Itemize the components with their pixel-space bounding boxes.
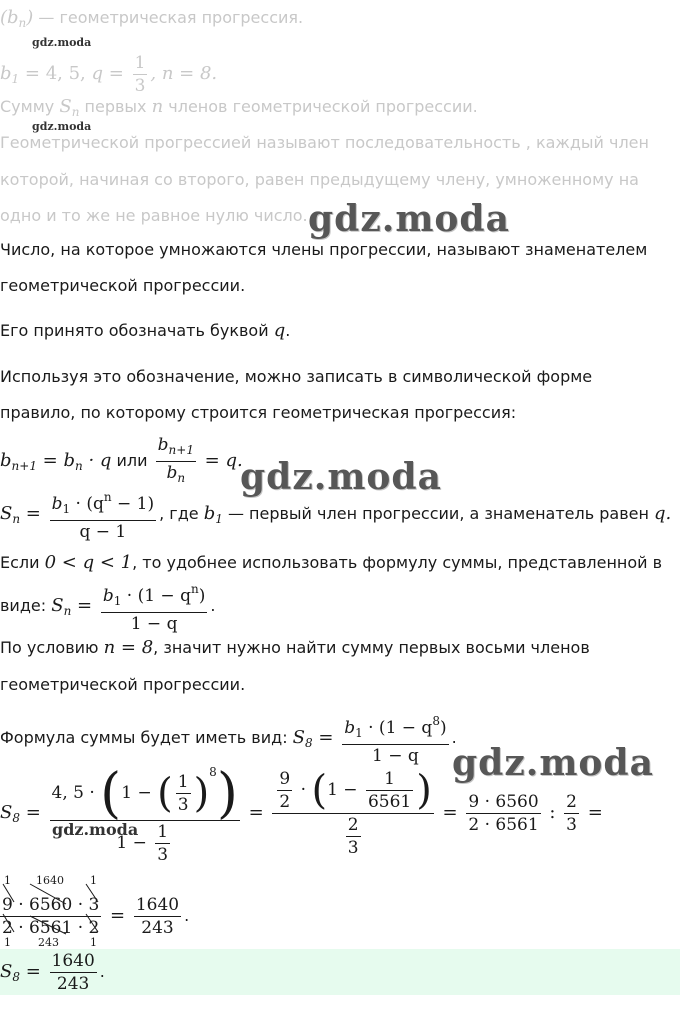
watermark-big: gdz.moda — [308, 198, 510, 240]
calc-fraction — [50, 761, 240, 867]
sn-b1: b — [203, 503, 216, 524]
notation-pre: Его принято обозначать буквой — [0, 321, 274, 340]
strike-2b — [86, 914, 98, 932]
step2-num9: 9 — [279, 769, 291, 789]
alt-num-sup: n — [190, 582, 199, 596]
step2-one-minus: 1 − — [327, 780, 363, 800]
cond-q-den: 3 — [134, 76, 146, 96]
cond-b: b — [0, 63, 12, 84]
sn-s-sub: n — [12, 512, 21, 526]
watermark-big-3: gdz.moda — [452, 742, 654, 784]
ineq: 0 < q < 1 — [44, 552, 133, 573]
rec-rhs-sub: n — [75, 459, 83, 473]
watermark-small-2: gdz.moda — [32, 120, 92, 133]
cond-b-sub: 1 — [11, 72, 20, 86]
step2-nine-halves — [277, 768, 292, 813]
sum-formula — [0, 486, 671, 544]
rule-line-1: Используя это обозначение, можно записать в символической форме — [0, 367, 593, 386]
cond-q-num: 1 — [134, 53, 146, 73]
step2-inner-num: 1 — [366, 768, 413, 791]
alt-num-end: ) — [198, 586, 206, 606]
cancel-top-1b: 1 — [90, 874, 97, 887]
rec-eq-q: = q. — [198, 450, 243, 471]
given-sequence — [0, 8, 303, 33]
final-s-sub: 8 — [12, 970, 20, 984]
strike-6560 — [30, 884, 66, 904]
s8-num-sup: 8 — [432, 714, 440, 728]
alt-formula-line — [0, 578, 215, 636]
final-answer — [0, 946, 105, 995]
final-fraction — [50, 950, 97, 995]
strike-6561 — [30, 916, 66, 934]
if-post: , то удобнее использовать формулу суммы, представленной в — [132, 553, 663, 572]
seq-close: ) — [26, 7, 34, 28]
seq-text: — геометрическая прогрессия. — [33, 8, 304, 27]
alt-num-sub: 1 — [113, 594, 122, 608]
alt-num-rest: · (1 − q — [121, 586, 191, 606]
strike-3 — [86, 884, 98, 902]
step2-paren-open: ( — [311, 767, 328, 814]
alt-den: 1 − q — [130, 614, 178, 634]
s8-num-b: b — [344, 718, 356, 738]
strike-9 — [3, 884, 14, 902]
notation-line — [0, 321, 290, 341]
final-eq: = — [19, 961, 47, 982]
calc-third-num: 1 — [177, 771, 189, 792]
cond-n: , n = 8. — [150, 63, 218, 84]
rec-frac-den: b — [166, 463, 178, 483]
calc-inner-paren-close: ) — [193, 770, 210, 817]
find-n: n — [151, 96, 164, 117]
calc-den-third — [155, 821, 170, 866]
seq-sub: n — [18, 16, 27, 30]
cond-b1-value: = 4, 5, — [19, 63, 92, 84]
rec-fraction — [156, 434, 196, 489]
step3-num: 9 · 6560 — [468, 792, 539, 812]
sum-desc: — первый член прогрессии, а знаменатель равен — [222, 504, 655, 523]
rec-dot-q: · q — [82, 450, 112, 471]
sn-num-sup: n — [103, 490, 112, 504]
rec-rhs: = b — [36, 450, 76, 471]
notation-post: . — [285, 321, 291, 340]
sn-fraction — [50, 486, 157, 543]
cond-pre: По условию — [0, 638, 104, 657]
cond-post: , значит нужно найти сумму первых восьми членов — [153, 638, 590, 657]
step3-frac-num: 2 — [566, 792, 577, 812]
calc-den-third-den: 3 — [157, 845, 169, 866]
step2-big-den-num: 2 — [347, 815, 359, 835]
cancel-den: 2 · 6561 · 2 — [2, 918, 100, 938]
rec-frac-num: b — [157, 435, 169, 455]
calc-exp: 8 — [209, 764, 217, 779]
sn-num-end: − 1) — [111, 494, 155, 514]
final-den: 243 — [56, 974, 90, 994]
sn-b1-sub: 1 — [215, 512, 223, 526]
definition-line-1: Геометрической прогрессией называют последовательность , каждый член — [0, 133, 649, 152]
watermark-small: gdz.moda — [32, 36, 92, 49]
definition-line-2: которой, начиная со второго, равен предыдущему члену, умноженному на — [0, 170, 639, 189]
find-mid: первых — [79, 97, 152, 116]
cond-q-fraction — [133, 52, 148, 97]
cancel-strike-marks — [0, 870, 110, 950]
watermark-big-2: gdz.moda — [240, 456, 442, 498]
if-pre: Если — [0, 553, 45, 572]
n8: n = 8 — [103, 637, 154, 658]
cond-q: q — [91, 63, 104, 84]
calc-paren-close: ) — [216, 761, 238, 825]
calc-third-den: 3 — [177, 794, 189, 815]
step2-big-den — [346, 814, 361, 859]
find-s-sub: n — [71, 105, 80, 119]
sn-q-end: q. — [654, 503, 672, 524]
s8-num-end: ) — [439, 718, 447, 738]
s8-dot: . — [451, 728, 457, 747]
cancel-eq: = — [104, 905, 131, 926]
find-statement — [0, 97, 478, 122]
n-condition-line — [0, 638, 590, 658]
sn-eq: = — [20, 503, 47, 524]
cancel-top-1a: 1 — [4, 874, 11, 887]
step2-inner — [366, 768, 413, 813]
result-den: 243 — [141, 918, 174, 938]
step3-frac-den: 3 — [566, 815, 577, 835]
s8-eq: = — [312, 727, 340, 748]
s8-num-rest: · (1 − q — [362, 718, 433, 738]
final-s: S — [0, 961, 13, 982]
recurrence-formula — [0, 434, 243, 490]
find-s: S — [59, 96, 72, 117]
n-condition-line-2: геометрической прогрессии. — [0, 675, 246, 694]
sn-den: q − 1 — [79, 522, 127, 542]
cancel-num: 9 · 6560 · 3 — [2, 895, 100, 915]
step3-fraction — [466, 791, 540, 836]
rec-frac-den-sub: n — [177, 471, 186, 485]
calc-eq-1: = — [19, 802, 47, 823]
calc-eq-4: = — [582, 802, 603, 823]
step3-den: 2 · 6561 — [468, 815, 539, 835]
calc-paren-open: ( — [100, 761, 122, 825]
rec-lhs-sub: n+1 — [11, 459, 37, 473]
calc-coef: 4, 5 · — [51, 782, 101, 803]
rec-or: или — [111, 451, 153, 470]
calc-one-minus: 1 − — [121, 782, 158, 803]
sn-num-b: b — [51, 494, 63, 514]
final-num: 1640 — [51, 951, 95, 971]
formula-pre: Формула суммы будет иметь вид: — [0, 728, 293, 747]
step2-fraction: $\frac{9}{2}$ · (1 − $\frac{1}{6561}$ ) $\frac{2}{3}$ — [272, 768, 433, 859]
given-conditions — [0, 52, 217, 97]
s8-num-sub: 1 — [355, 726, 363, 740]
calc-inner-paren-open: ( — [157, 770, 173, 817]
step3-div: : — [543, 802, 562, 823]
step2-den2: 2 — [279, 792, 291, 812]
result-dot: . — [184, 906, 190, 925]
alt-s: S — [51, 595, 64, 616]
cancel-top-1640: 1640 — [36, 874, 64, 887]
calc-s: S — [0, 802, 13, 823]
step2-paren-close: ) — [416, 767, 432, 814]
s8-s: S — [292, 727, 306, 748]
final-dot: . — [99, 962, 105, 981]
notation-q: q — [273, 320, 286, 341]
s8-den: 1 − q — [372, 746, 419, 766]
ratio-line-1: Число, на которое умножаются члены прогрессии, называют знаменателем — [0, 240, 648, 259]
sn-num-rest: · (q — [70, 494, 104, 514]
result-num: 1640 — [135, 895, 180, 915]
alt-dot: . — [210, 596, 216, 615]
ratio-line-2: геометрической прогрессии. — [0, 276, 246, 295]
calc-third — [176, 771, 191, 816]
calc-eq-3: = — [436, 802, 464, 823]
rec-frac-num-sub: n+1 — [168, 443, 194, 457]
result-fraction — [134, 894, 181, 939]
strike-2a — [3, 914, 14, 932]
if-line — [0, 553, 662, 573]
definition-line-3: одно и то же не равное нулю число. — [0, 206, 308, 225]
step2-big-den-den: 3 — [347, 838, 359, 858]
cancel-bot-1a: 1 — [4, 936, 11, 949]
sn-s: S — [0, 503, 13, 524]
find-pre: Сумму — [0, 97, 60, 116]
rec-lhs: b — [0, 450, 12, 471]
view-pre: виде: — [0, 596, 52, 615]
step2-inner-den: 6561 — [367, 792, 412, 812]
calc-s-sub: 8 — [12, 811, 20, 825]
alt-s-sub: n — [63, 604, 72, 618]
sn-num-sub: 1 — [62, 502, 71, 516]
calc-den-third-num: 1 — [157, 822, 169, 843]
cond-eq: = — [103, 63, 130, 84]
calc-eq-2: = — [242, 802, 270, 823]
watermark-small-3: gdz.moda — [52, 820, 139, 839]
step3-two-thirds — [564, 791, 579, 836]
alt-eq: = — [71, 595, 98, 616]
alt-fraction — [101, 578, 208, 635]
calculation-line — [0, 748, 603, 883]
cancel-bot-1b: 1 — [90, 936, 97, 949]
cancel-bot-243: 243 — [38, 936, 59, 949]
sum-where: , где — [159, 504, 204, 523]
rule-line-2: правило, по которому строится геометрическая прогрессия: — [0, 403, 517, 422]
s8-s-sub: 8 — [305, 736, 313, 750]
alt-num-b: b — [102, 586, 114, 606]
seq-open: (b — [0, 7, 19, 28]
calc-den-one-minus: 1 − — [116, 833, 153, 854]
find-post: членов геометрической прогрессии. — [163, 97, 478, 116]
seq-symbol — [0, 7, 33, 28]
